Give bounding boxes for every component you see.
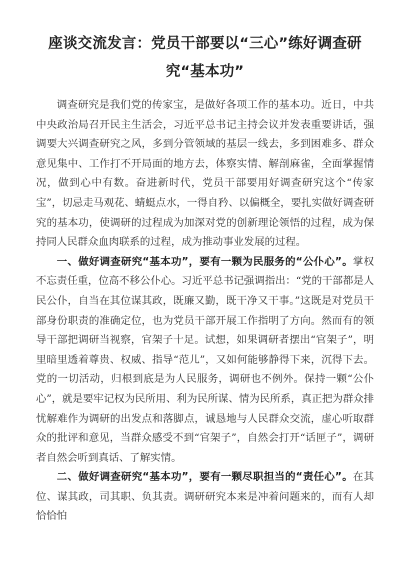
document-title: 座谈交流发言：党员干部要以“三心”练好调查研究“基本功”: [48, 36, 362, 80]
section-1-body: 掌权不忘责任重，位高不移公仆心。习近平总书记强调指出：“党的干部都是人民公仆，自当在其位谋其政，既廉又勤，既干净又干事。”这既是对党员干部身份职责的准确定位，也为党员干部开展工作指明了方向。然而有的领导干部把调研当视察，官架子十足。试想，如果调研者摆出“官架子”，明里暗里透着尊贵、权威、指导“范儿”，又如何能够静得下来，沉得下去。党的一切活动，归根到底是为人民服务，调研也不例外。保持一颗“公仆心”，就是要牢记权为民所用、利为民所谋、情为民所系，真正把为群众排忧解难作为调研的出发点和落脚点，诚恳地与人民群众交流，虚心听取群众的批评和意见，当群众感受不到“官架子”，自然会打开“话匣子”，调研者自然会听到真话、了解实情。: [36, 255, 374, 464]
section-2-paragraph: [36, 468, 374, 527]
section-1-paragraph: [36, 253, 374, 469]
intro-paragraph: 调查研究是我们党的传家宝，是做好各项工作的基本功。近日，中共中央政治局召开民主生活会，习近平总书记主持会议并发表重要讲话，强调要大兴调查研究之风，多到分管领域的基层一线去，多到困难多、群众意见集中、工作打不开局面的地方去，体察实情、解剖麻雀，全面掌握情况，做到心中有数。奋进新时代，党员干部要用好调查研究这个“传家宝”，切忌走马观花、蜻蜓点水，一得自矜、以偏概全，要扎实做好调查研究的基本功，使调研的过程成为加深对党的创新理论领悟的过程，成为保持同人民群众血肉联系的过程，成为推动事业发展的过程。: [36, 99, 374, 249]
section-1-heading: 一、做好调查研究“基本功”，要有一颗为民服务的“公仆心”。: [56, 255, 353, 268]
section-2-heading: 二、做好调查研究“基本功”，要有一颗尽职担当的“责任心”。: [56, 471, 353, 484]
section-2-body: 在其位、谋其政，司其职、负其责。调研研究本来是冲着问题来的，而有人却恰恰怕: [36, 471, 374, 523]
